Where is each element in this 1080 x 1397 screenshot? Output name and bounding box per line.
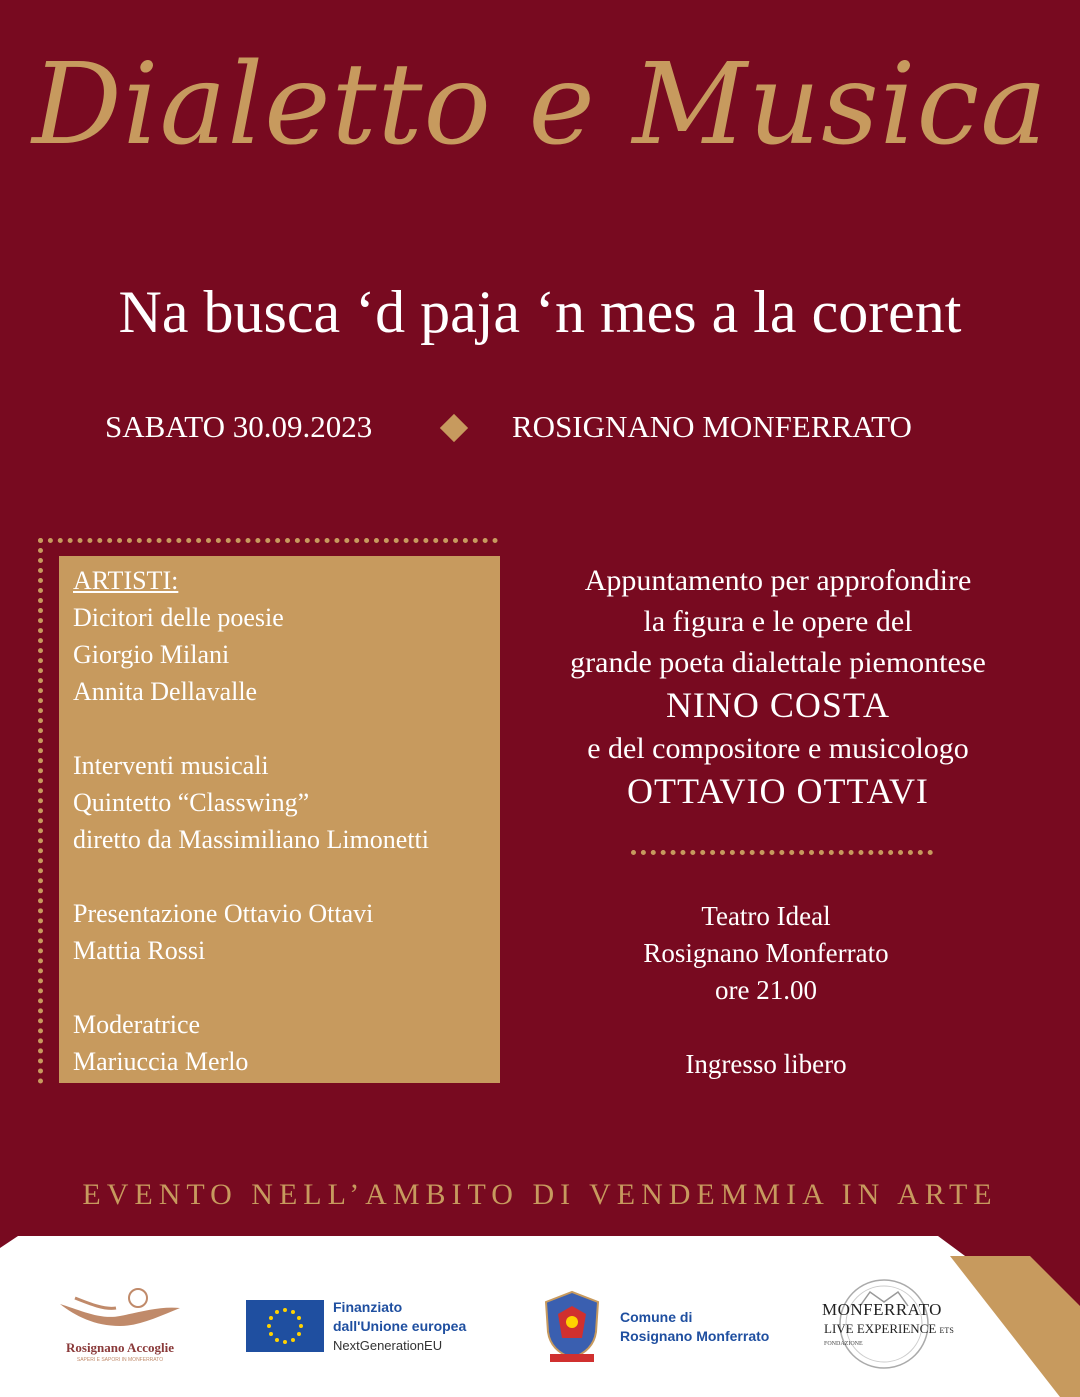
comune-text	[620, 1308, 769, 1346]
venue-info	[566, 898, 966, 1083]
rosignano-accoglie-tagline: SAPERI E SAPORI IN MONFERRATO	[76, 1357, 164, 1363]
venue-city: Rosignano Monferrato	[643, 938, 889, 968]
artists-heading: ARTISTI:	[73, 566, 179, 595]
artists-line: diretto da Massimiliano Limonetti	[73, 825, 430, 854]
artists-line: Mariuccia Merlo	[73, 1047, 249, 1076]
description-line: la figura e le opere del	[643, 605, 913, 638]
description-line: e del compositore e musicologo	[587, 732, 969, 765]
composer-name: OTTAVIO OTTAVI	[627, 771, 929, 811]
artists-line: Giorgio Milani	[73, 640, 230, 669]
eu-funding-logo	[246, 1298, 496, 1358]
mle-subtitle-text: LIVE EXPERIENCE	[824, 1321, 937, 1336]
poet-name: NINO COSTA	[665, 685, 891, 725]
main-title: Dialetto e Musica	[31, 40, 1049, 170]
eu-funding-text	[333, 1298, 466, 1355]
venue-name: Teatro Ideal	[701, 901, 831, 931]
rosignano-accoglie-name: Rosignano Accoglie	[66, 1340, 174, 1355]
date-place-row	[0, 405, 1080, 451]
rosignano-accoglie-logo	[50, 1286, 190, 1366]
eu-line: NextGenerationEU	[333, 1338, 443, 1353]
artists-line: Mattia Rossi	[73, 936, 206, 965]
municipal-crest-icon	[540, 1288, 604, 1364]
event-place: ROSIGNANO MONFERRATO	[512, 409, 912, 444]
eu-line: Finanziato	[333, 1299, 403, 1315]
description-line: grande poeta dialettale piemontese	[570, 646, 986, 679]
event-time: ore 21.00	[715, 975, 817, 1005]
comune-line: Comune di	[620, 1309, 693, 1325]
artists-line: Annita Dellavalle	[73, 677, 258, 706]
event-date: SABATO 30.09.2023	[105, 409, 373, 444]
comune-line: Rosignano Monferrato	[620, 1328, 770, 1344]
eu-line: dall'Unione europea	[333, 1318, 467, 1334]
artists-box	[59, 556, 500, 1083]
subtitle: Na busca ‘d paja ‘n mes a la corent	[118, 279, 962, 345]
description-line: Appuntamento per approfondire	[584, 564, 972, 597]
mle-title: MONFERRATO	[822, 1300, 942, 1319]
eu-flag-icon	[246, 1300, 324, 1352]
mle-subtitle	[824, 1321, 954, 1337]
entry-info: Ingresso libero	[685, 1049, 847, 1079]
dotted-separator	[631, 850, 933, 855]
artists-line: Quintetto “Classwing”	[73, 788, 310, 817]
hands-icon	[50, 1286, 190, 1334]
artists-line: Dicitori delle poesie	[73, 603, 284, 632]
footer-event-text: EVENTO NELL’AMBITO DI VENDEMMIA IN ARTE	[82, 1178, 998, 1211]
mle-ets: ETS	[939, 1326, 954, 1335]
comune-logo	[540, 1288, 790, 1364]
artists-line: Interventi musicali	[73, 751, 269, 780]
artists-line: Presentazione Ottavio Ottavi	[73, 899, 374, 928]
event-description	[528, 560, 1028, 814]
artists-line: Moderatrice	[73, 1010, 201, 1039]
mle-fondazione: FONDAZIONE	[824, 1341, 863, 1347]
monferrato-live-experience-logo	[818, 1276, 978, 1372]
